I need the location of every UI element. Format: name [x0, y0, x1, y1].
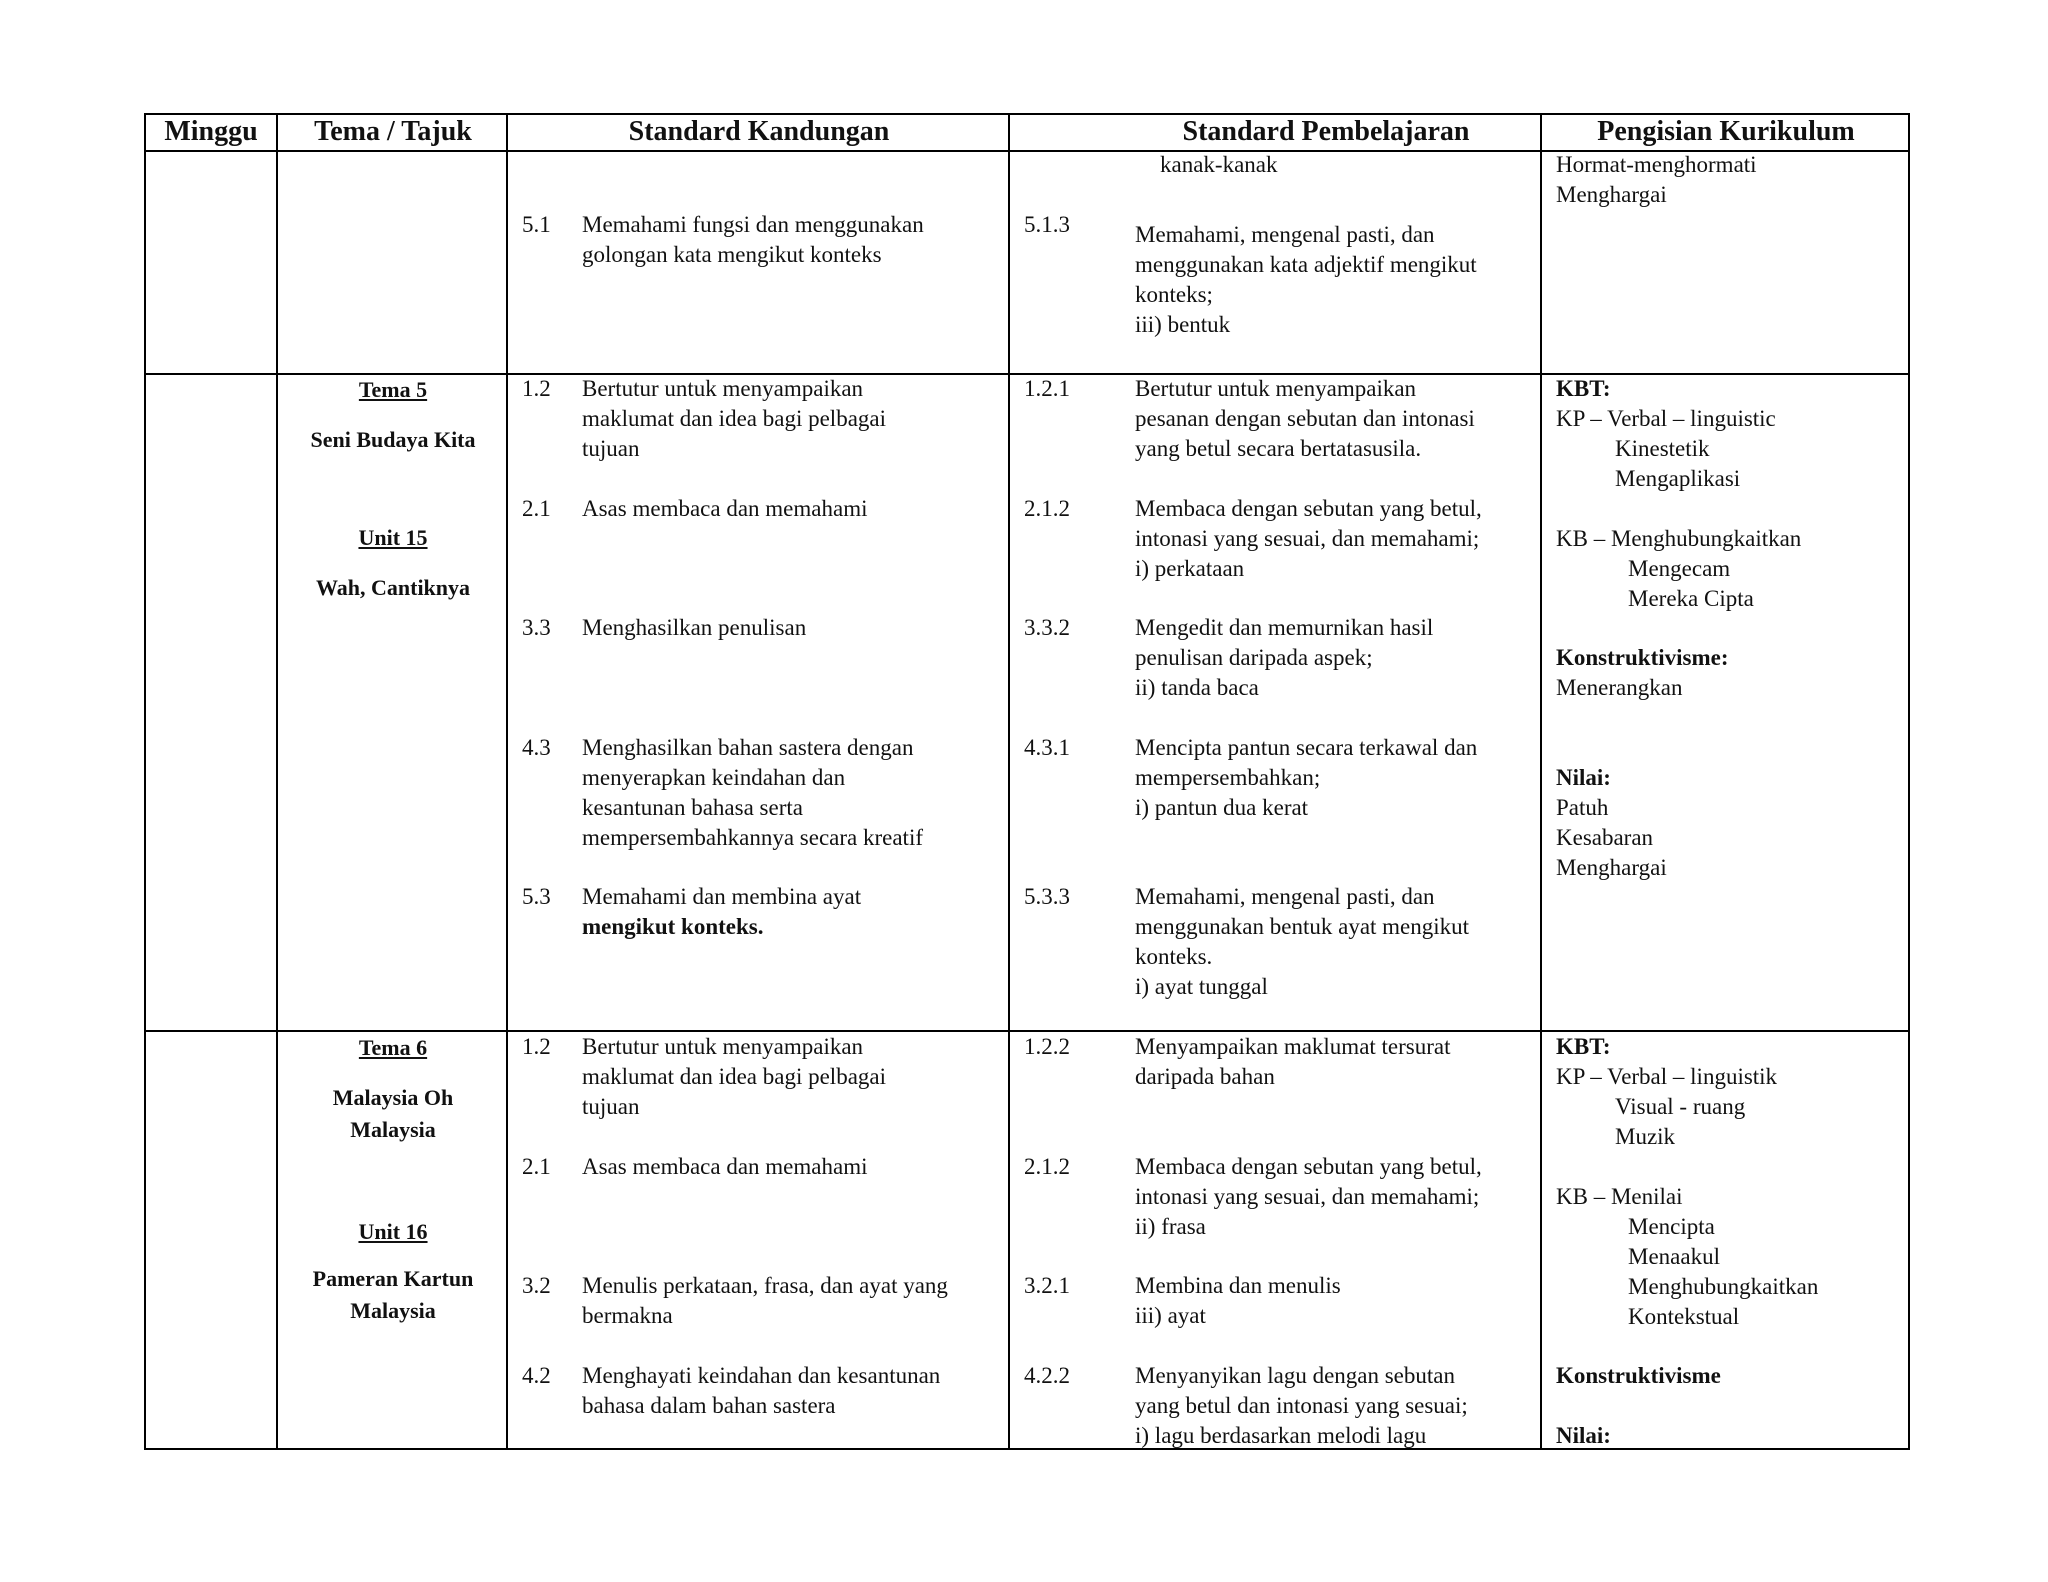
konstruktivisme-label: Konstruktivisme: — [1556, 645, 1729, 670]
sp-code: 5.3.3 — [1024, 884, 1070, 909]
sp-text: Menyanyikan lagu dengan sebutan yang betul dan intonasi yang sesuai; i) lagu berdasarkan melodi lagu — [1135, 1363, 1468, 1448]
sk-text: Menghayati keindahan dan kesantunan bahasa dalam bahan sastera — [582, 1363, 941, 1418]
sp-code: 5.1.3 — [1024, 212, 1070, 237]
header-standard-kandungan: Standard Kandungan — [628, 116, 890, 147]
sk-text: Memahami fungsi dan menggunakan golongan kata mengikut konteks — [582, 212, 924, 267]
konstruktivisme-value: Menerangkan — [1556, 675, 1683, 700]
kp-items: Visual - ruang Muzik — [1615, 1094, 1746, 1149]
sp-code: 4.2.2 — [1024, 1363, 1070, 1388]
sk-code: 5.3 — [522, 884, 551, 909]
sk-text: Memahami dan membina ayat mengikut konteks. — [582, 884, 862, 939]
nilai-label: Nilai: — [1556, 1423, 1611, 1448]
header-minggu: Minggu — [164, 116, 258, 147]
sk-text: Asas membaca dan memahami — [582, 496, 868, 521]
column-divider — [276, 113, 278, 1450]
sk-code: 3.3 — [522, 615, 551, 640]
kb-items: Mengecam Mereka Cipta — [1628, 556, 1754, 611]
header-tema-tajuk: Tema / Tajuk — [314, 116, 472, 147]
sp-text: Membaca dengan sebutan yang betul, intonasi yang sesuai, dan memahami; i) perkataan — [1135, 496, 1482, 581]
sp-text: Mengedit dan memurnikan hasil penulisan daripada aspek; ii) tanda baca — [1135, 615, 1434, 700]
sk-text: Menghasilkan bahan sastera dengan menyerapkan keindahan dan kesantunan bahasa serta mempersembahkannya secara kreatif — [582, 735, 923, 850]
tema-label: Tema 6 — [358, 1035, 428, 1060]
sp-code: 3.2.1 — [1024, 1273, 1070, 1298]
kp-line: KP – Verbal – linguistic — [1556, 406, 1776, 431]
unit-title: Wah, Cantiknya — [315, 575, 471, 600]
sk-code: 4.3 — [522, 735, 551, 760]
kp-items: Kinestetik Mengaplikasi — [1615, 436, 1741, 491]
sk-text: Bertutur untuk menyampaikan maklumat dan idea bagi pelbagai tujuan — [582, 376, 886, 461]
unit-title: Pameran Kartun Malaysia — [312, 1266, 474, 1323]
column-divider — [1008, 113, 1010, 1450]
sk-code: 1.2 — [522, 1034, 551, 1059]
tema-title: Malaysia Oh Malaysia — [332, 1085, 454, 1142]
column-divider — [1540, 113, 1542, 1450]
konstruktivisme-label: Konstruktivisme — [1556, 1363, 1721, 1388]
sp-text: Menyampaikan maklumat tersurat daripada bahan — [1135, 1034, 1451, 1089]
kbt-label: KBT: — [1556, 1034, 1611, 1059]
sp-code: 2.1.2 — [1024, 496, 1070, 521]
header-pengisian-kurikulum: Pengisian Kurikulum — [1597, 116, 1855, 147]
sp-text: Memahami, mengenal pasti, dan menggunakan kata adjektif mengikut konteks; iii) bentuk — [1135, 222, 1477, 337]
unit-label: Unit 15 — [358, 525, 428, 550]
nilai-label: Nilai: — [1556, 765, 1611, 790]
column-divider — [506, 113, 508, 1450]
sk-code: 3.2 — [522, 1273, 551, 1298]
sp-code: 1.2.1 — [1024, 376, 1070, 401]
sp-code: 1.2.2 — [1024, 1034, 1070, 1059]
sp-continuation: kanak-kanak — [1160, 152, 1278, 177]
sp-text: Bertutur untuk menyampaikan pesanan dengan sebutan dan intonasi yang betul secara bertatasusila. — [1135, 376, 1475, 461]
kb-items: Mencipta Menaakul Menghubungkaitkan Kontekstual — [1628, 1214, 1819, 1329]
sk-text: Asas membaca dan memahami — [582, 1154, 868, 1179]
sk-text: Menulis perkataan, frasa, dan ayat yang bermakna — [582, 1273, 948, 1328]
kb-line: KB – Menghubungkaitkan — [1556, 526, 1802, 551]
sp-text: Membaca dengan sebutan yang betul, intonasi yang sesuai, dan memahami; ii) frasa — [1135, 1154, 1482, 1239]
sp-code: 4.3.1 — [1024, 735, 1070, 760]
sp-text: Membina dan menulis iii) ayat — [1135, 1273, 1341, 1328]
sk-code: 5.1 — [522, 212, 551, 237]
unit-label: Unit 16 — [358, 1219, 428, 1244]
sk-code: 4.2 — [522, 1363, 551, 1388]
sk-code: 1.2 — [522, 376, 551, 401]
kbt-label: KBT: — [1556, 376, 1611, 401]
pk-text: Hormat-menghormati Menghargai — [1556, 152, 1757, 207]
sk-text: Bertutur untuk menyampaikan maklumat dan idea bagi pelbagai tujuan — [582, 1034, 886, 1119]
sp-text: Mencipta pantun secara terkawal dan mempersembahkan; i) pantun dua kerat — [1135, 735, 1478, 820]
sp-code: 2.1.2 — [1024, 1154, 1070, 1179]
sk-code: 2.1 — [522, 1154, 551, 1179]
sk-text: Menghasilkan penulisan — [582, 615, 807, 640]
tema-title: Seni Budaya Kita — [310, 427, 476, 452]
sp-text: Memahami, mengenal pasti, dan menggunakan bentuk ayat mengikut konteks. i) ayat tunggal — [1135, 884, 1470, 999]
kp-line: KP – Verbal – linguistik — [1556, 1064, 1778, 1089]
tema-label: Tema 5 — [358, 377, 428, 402]
nilai-items: Patuh Kesabaran Menghargai — [1556, 795, 1667, 880]
sp-code: 3.3.2 — [1024, 615, 1070, 640]
kb-line: KB – Menilai — [1556, 1184, 1683, 1209]
sk-code: 2.1 — [522, 496, 551, 521]
header-standard-pembelajaran: Standard Pembelajaran — [1182, 116, 1470, 147]
